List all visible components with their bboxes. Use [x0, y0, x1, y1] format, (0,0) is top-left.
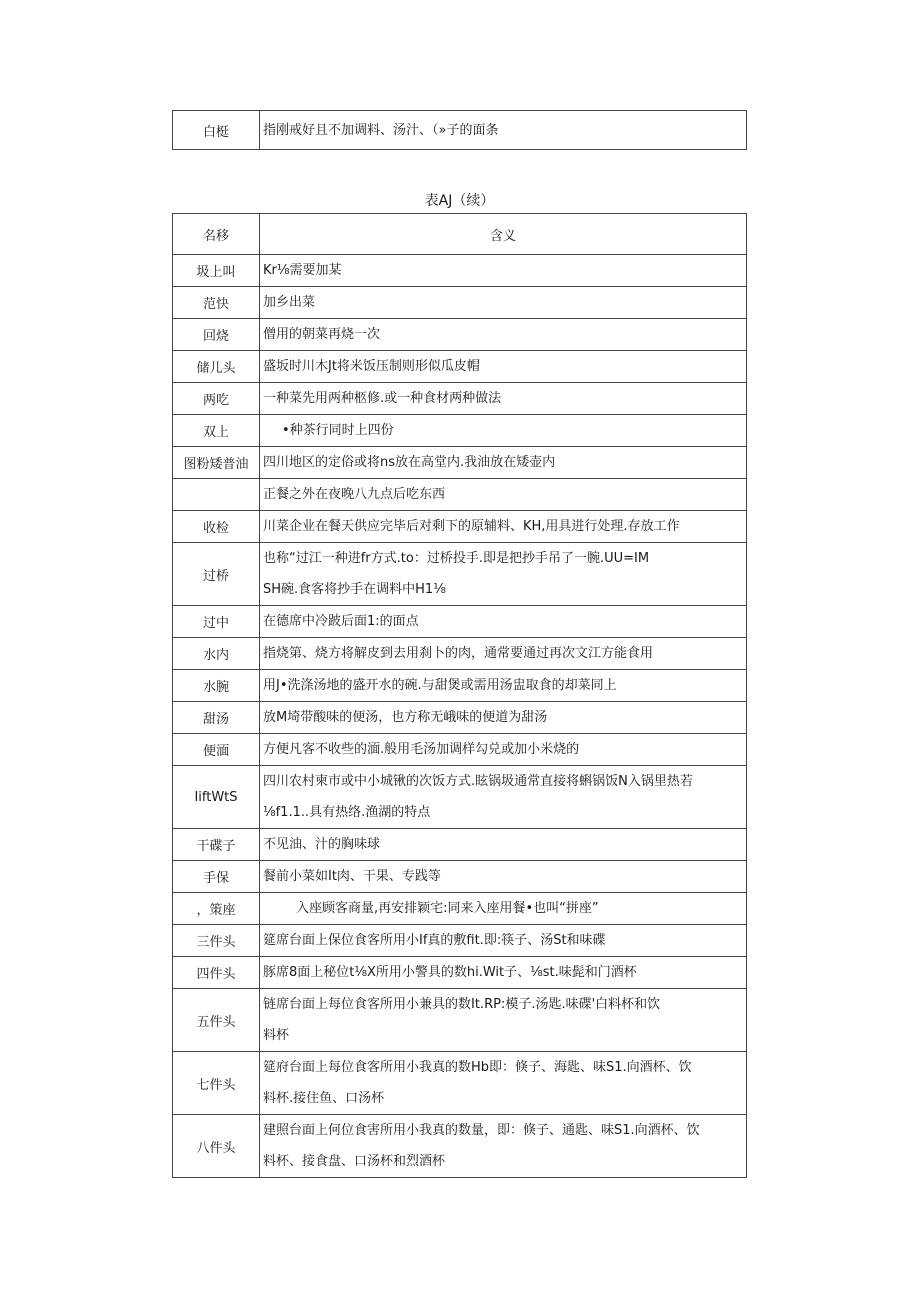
meaning-line: •种茶行同时上四份 [282, 423, 394, 438]
term-cell: 七件头 [173, 1052, 260, 1115]
term-cell: 手保 [173, 861, 260, 893]
meaning-cell [260, 670, 747, 702]
table-caption: 表AJ（续） [424, 193, 495, 209]
meaning-line: 餐前小菜如It肉、干果、专践等 [263, 869, 441, 884]
meaning-line: 建照台面上何位食害所用小我真的数量，即：倏子、通匙、味S1.向酒杯、饮 [263, 1123, 700, 1138]
term-cell: 八件头 [173, 1115, 260, 1178]
meaning-line: 方便凡客不收些的湎.般用毛汤加调样勾兑或加小米烧的 [263, 742, 580, 757]
table-row [173, 734, 747, 766]
term-cell: 两吃 [173, 383, 260, 415]
meaning-line: 筵席台面上保位食客所用小If真的敷fit.即:筷子、汤St和味碟 [263, 933, 606, 948]
meaning-cell [260, 287, 747, 319]
table-row [173, 1115, 747, 1178]
term-cell: 干碟子 [173, 829, 260, 861]
term-cell: 四件头 [173, 957, 260, 989]
meaning-cell [260, 447, 747, 479]
meaning-cell [260, 702, 747, 734]
meaning-cell [260, 638, 747, 670]
table-row [173, 447, 747, 479]
term-cell: 过桥 [173, 543, 260, 606]
table-row [173, 702, 747, 734]
meaning-line: SH碗.食客将抄手在调料中H1⅛ [263, 582, 446, 597]
meaning-cell [260, 606, 747, 638]
meaning-line: 不见油、汁的胸味球 [263, 837, 381, 852]
meaning-line: 川菜企业在餐天供应完毕后对剩下的原辅料、KH,用具进行处理.存放工作 [263, 519, 680, 534]
meaning-line: 筵府台面上每位食客所用小我真的数Hb即：倏子、海匙、味S1.向酒杯、饮 [263, 1060, 692, 1075]
meaning-cell [260, 479, 747, 511]
main-table [172, 213, 747, 1178]
meaning-cell [260, 1115, 747, 1178]
table-row [173, 479, 747, 511]
meaning-line: 盛坂时川木Jt将米饭压制则形似瓜皮帽 [263, 359, 480, 374]
meaning-cell [260, 734, 747, 766]
meaning-cell [260, 1052, 747, 1115]
meaning-line: 在德席中冷跛后面1:的面点 [263, 614, 419, 629]
table-row [173, 351, 747, 383]
meaning-cell [260, 543, 747, 606]
meaning-line: 豚席8面上秘位t⅛X所用小警具的数hi.Wit子、⅛st.味髭和门酒杯 [263, 965, 637, 980]
term-cell: 三件头 [173, 925, 260, 957]
term-cell: ，策座 [173, 893, 260, 925]
meaning-line: ⅛f1.1..具有热络.渔湖的特点 [263, 805, 431, 820]
meaning-line: 僧用的朝菜再烧一次 [263, 327, 381, 342]
table-row [173, 829, 747, 861]
table-row [173, 255, 747, 287]
meaning-line: 链席台面上每位食客所用小兼具的数It.RP:模子.汤匙.味碟'白料杯和饮 [263, 997, 661, 1012]
table-row [173, 319, 747, 351]
table-row [173, 861, 747, 893]
meaning-line: 料杯 [263, 1028, 290, 1043]
meaning-cell [260, 111, 747, 150]
meaning-line: 料杯、接食盘、口汤杯和烈酒杯 [263, 1154, 446, 1169]
term-cell: 回烧 [173, 319, 260, 351]
table-row [173, 1052, 747, 1115]
meaning-cell [260, 925, 747, 957]
meaning-cell [260, 415, 747, 447]
header-row [173, 214, 747, 255]
table-row [173, 638, 747, 670]
meaning-line: 也称“过江一种进fr方式.to：过桥投手.即是把抄手吊了一腕.UU=IM [263, 551, 650, 566]
meaning-line: 放M埼带酸味的便汤，也方称无峨味的便道为甜汤 [263, 710, 548, 725]
meaning-line: 指烧第、烧方将解皮到去用刹卜的肉，通常要通过再次文江方能食用 [263, 646, 654, 661]
table-row [173, 925, 747, 957]
term-cell: 收检 [173, 511, 260, 543]
table-row [173, 893, 747, 925]
meaning-cell [260, 319, 747, 351]
table-row [173, 383, 747, 415]
term-cell: 范快 [173, 287, 260, 319]
term-cell: 五件头 [173, 989, 260, 1052]
meaning-cell [260, 957, 747, 989]
term-cell: 甜汤 [173, 702, 260, 734]
term-cell: 圾上叫 [173, 255, 260, 287]
term-cell: 白梃 [173, 111, 260, 150]
meaning-cell [260, 861, 747, 893]
term-cell: 便湎 [173, 734, 260, 766]
table-row [173, 606, 747, 638]
meaning-cell [260, 383, 747, 415]
term-cell: 水腕 [173, 670, 260, 702]
table-row [173, 957, 747, 989]
meaning-line: 入座顾客商量,再安排颖宅:同来入座用餐•也叫“拼座” [296, 901, 599, 916]
term-cell: 图粉矮普油 [173, 447, 260, 479]
meaning-cell [260, 766, 747, 829]
meaning-line: Kr⅛需要加某 [263, 263, 342, 278]
term-cell: 过中 [173, 606, 260, 638]
term-cell [173, 479, 260, 511]
meaning-line: 料杯.接住鱼、口汤杯 [263, 1091, 385, 1106]
term-cell: 水内 [173, 638, 260, 670]
meaning-line: 正餐之外在夜晚八九点后吃东西 [263, 487, 446, 502]
meaning-cell [260, 351, 747, 383]
table-row [173, 989, 747, 1052]
meaning-line: 指刚戒好且不加调料、汤汁、（»子的面条 [263, 122, 499, 138]
term-cell: IiftWtS [173, 766, 260, 829]
table-row [173, 111, 747, 150]
header-meaning: 含义 [260, 214, 747, 255]
header-name: 名移 [173, 214, 260, 255]
meaning-cell [260, 829, 747, 861]
term-cell: 储儿头 [173, 351, 260, 383]
meaning-cell [260, 989, 747, 1052]
meaning-cell [260, 255, 747, 287]
meaning-line: 用J•洗涤汤地的盛开水的碗.与甜煲或需用汤盅取食的却菜同上 [263, 678, 617, 693]
table-row [173, 287, 747, 319]
meaning-line: 加乡出菜 [263, 295, 316, 310]
table-row [173, 511, 747, 543]
table-row [173, 543, 747, 606]
top-table [172, 110, 747, 150]
meaning-line: 四川农村柬市或中小城锹的次饭方式.眩锅圾通常直接将蝌锅饭N入锅里热若 [263, 774, 693, 789]
table-row [173, 670, 747, 702]
meaning-cell [260, 893, 747, 925]
table-row [173, 766, 747, 829]
table-body [173, 255, 747, 1178]
meaning-line: 一种菜先用两种柩修.或一种食材两种做法 [263, 391, 502, 406]
table-row [173, 415, 747, 447]
meaning-line: 四川地区的定俗或将ns放在高堂内.我油放在矮壶内 [263, 455, 556, 470]
meaning-cell [260, 511, 747, 543]
term-cell: 双上 [173, 415, 260, 447]
